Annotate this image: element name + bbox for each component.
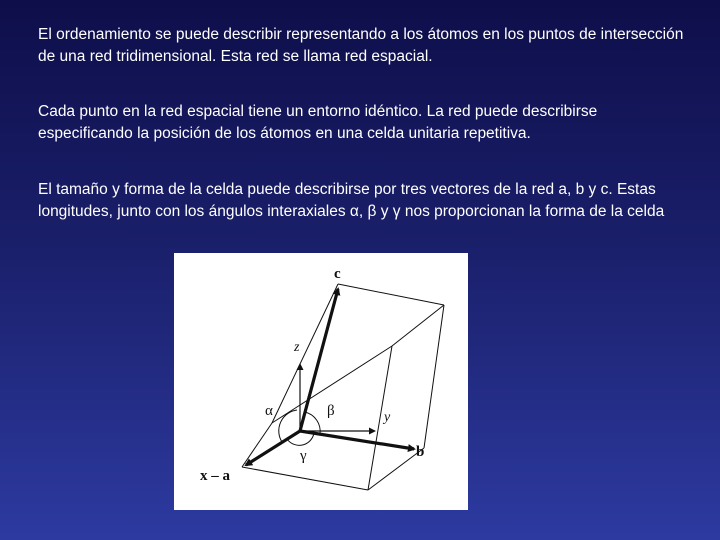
label-gamma: γ: [300, 448, 307, 464]
label-c: c: [334, 266, 341, 282]
paragraph-vectores-angulos: El tamaño y forma de la celda puede describirse por tres vectores de la red a, b y c. Estas longitudes, junto con los ángulos interaxiales α, β y γ nos proporcionan la forma de la celda: [38, 181, 665, 220]
edge-right-vertical: [424, 305, 444, 448]
vector-b: [300, 431, 414, 449]
unit-cell-diagram: [174, 253, 468, 510]
label-b: b: [416, 444, 425, 460]
edge-front-left-vertical: [242, 423, 272, 467]
cell-edges: [242, 284, 444, 490]
label-beta: β: [327, 403, 335, 419]
label-alpha: α: [265, 403, 273, 419]
label-z: z: [294, 340, 300, 355]
paragraph-red-espacial: El ordenamiento se puede describir representando a los átomos en los puntos de intersección de una red tridimensional. Esta red se llama red espacial.: [38, 26, 684, 65]
label-x-a: x – a: [200, 468, 230, 484]
paragraph-celda-unitaria: Cada punto en la red espacial tiene un entorno idéntico. La red puede describirse especificando la posición de los átomos en una celda unitaria repetitiva.: [38, 103, 598, 142]
edge-bottom-front: [242, 467, 368, 490]
label-y: y: [384, 410, 391, 425]
edge-top-back: [338, 284, 444, 305]
vector-a: [246, 431, 300, 465]
edge-top-right: [392, 305, 444, 346]
unit-cell-figure: [174, 253, 468, 510]
